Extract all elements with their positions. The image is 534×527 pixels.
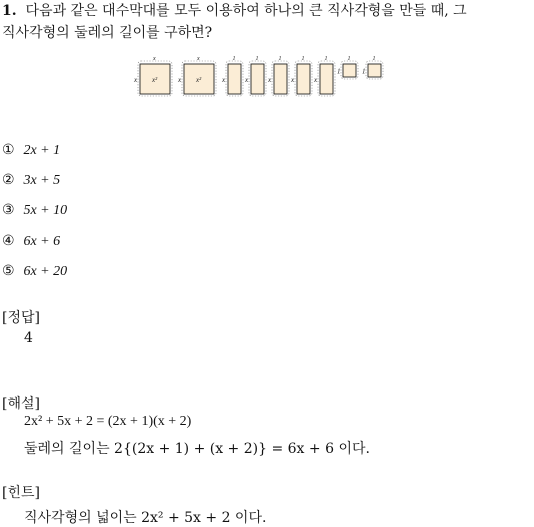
tile-side-label: x <box>134 76 138 84</box>
tile-unit <box>362 56 383 79</box>
algebra-tiles-figure <box>130 56 405 106</box>
option-5[interactable] <box>2 263 67 280</box>
tile-side-label: x <box>178 76 182 84</box>
tile-body <box>320 64 333 94</box>
option-text: 5x + 10 <box>23 203 68 218</box>
option-4[interactable] <box>2 233 60 250</box>
tile-side-label: 1 <box>362 67 366 76</box>
option-2[interactable] <box>2 172 60 189</box>
option-marker: ② <box>2 172 15 188</box>
question-line-2: 직사각형의 둘레의 길이를 구하면? <box>2 25 213 41</box>
hint-label: [힌트] <box>2 485 40 501</box>
question-line-1 <box>2 0 467 23</box>
tile-side-label: x <box>222 76 226 84</box>
tile-top-label: 1 <box>301 56 305 62</box>
tile-x-bar <box>221 56 243 96</box>
option-3[interactable] <box>2 202 67 219</box>
tile-body <box>343 64 356 77</box>
tile-center-label: x² <box>152 76 158 84</box>
tile-top-label: 1 <box>232 56 236 62</box>
tile-side-label: x <box>245 76 249 84</box>
answer-label: [정답] <box>2 310 40 326</box>
tile-side-label: x <box>291 76 295 84</box>
solution-label: [해설] <box>2 396 40 412</box>
solution-perimeter: 둘레의 길이는 2{(2x + 1) + (x + 2)} = 6x + 6 이다. <box>24 441 370 457</box>
tile-x-bar <box>267 56 289 96</box>
option-text: 3x + 5 <box>23 173 61 188</box>
option-text: 2x + 1 <box>23 143 61 158</box>
tile-center-label: x² <box>196 76 202 84</box>
tile-body <box>251 64 264 94</box>
option-text: 6x + 6 <box>23 234 61 249</box>
tile-unit <box>337 56 358 79</box>
tile-body <box>228 64 241 94</box>
tile-top-label: 1 <box>255 56 259 62</box>
tile-x-square <box>177 56 216 96</box>
tile-body <box>297 64 310 94</box>
tile-top-label: x <box>197 56 200 62</box>
tile-top-label: 1 <box>372 56 376 62</box>
answer-value: 4 <box>24 330 33 346</box>
tile-top-label: 1 <box>347 56 351 62</box>
option-text: 6x + 20 <box>23 264 68 279</box>
question-text-1: 다음과 같은 대수막대를 모두 이용하여 하나의 큰 직사각형을 만들 때, 그 <box>25 3 467 19</box>
hint-text: 직사각형의 넓이는 2x² + 5x + 2 이다. <box>24 510 267 526</box>
question-number: 1. <box>2 3 17 19</box>
tile-body <box>274 64 287 94</box>
option-marker: ① <box>2 142 15 158</box>
tile-side-label: x <box>268 76 272 84</box>
tile-side-label: x <box>314 76 318 84</box>
option-marker: ④ <box>2 233 15 249</box>
option-marker: ⑤ <box>2 263 15 279</box>
tile-side-label: 1 <box>337 67 341 76</box>
tile-top-label: 1 <box>278 56 282 62</box>
solution-equation: 2x² + 5x + 2 = (2x + 1)(x + 2) <box>24 414 192 429</box>
tile-top-label: 1 <box>324 56 328 62</box>
tile-top-label: x <box>153 56 156 62</box>
tile-x-square <box>133 56 172 96</box>
tile-x-bar <box>290 56 312 96</box>
tile-x-bar <box>313 56 335 96</box>
tile-body <box>368 64 381 77</box>
tile-x-bar <box>244 56 266 96</box>
option-marker: ③ <box>2 202 15 218</box>
option-1[interactable] <box>2 142 60 159</box>
